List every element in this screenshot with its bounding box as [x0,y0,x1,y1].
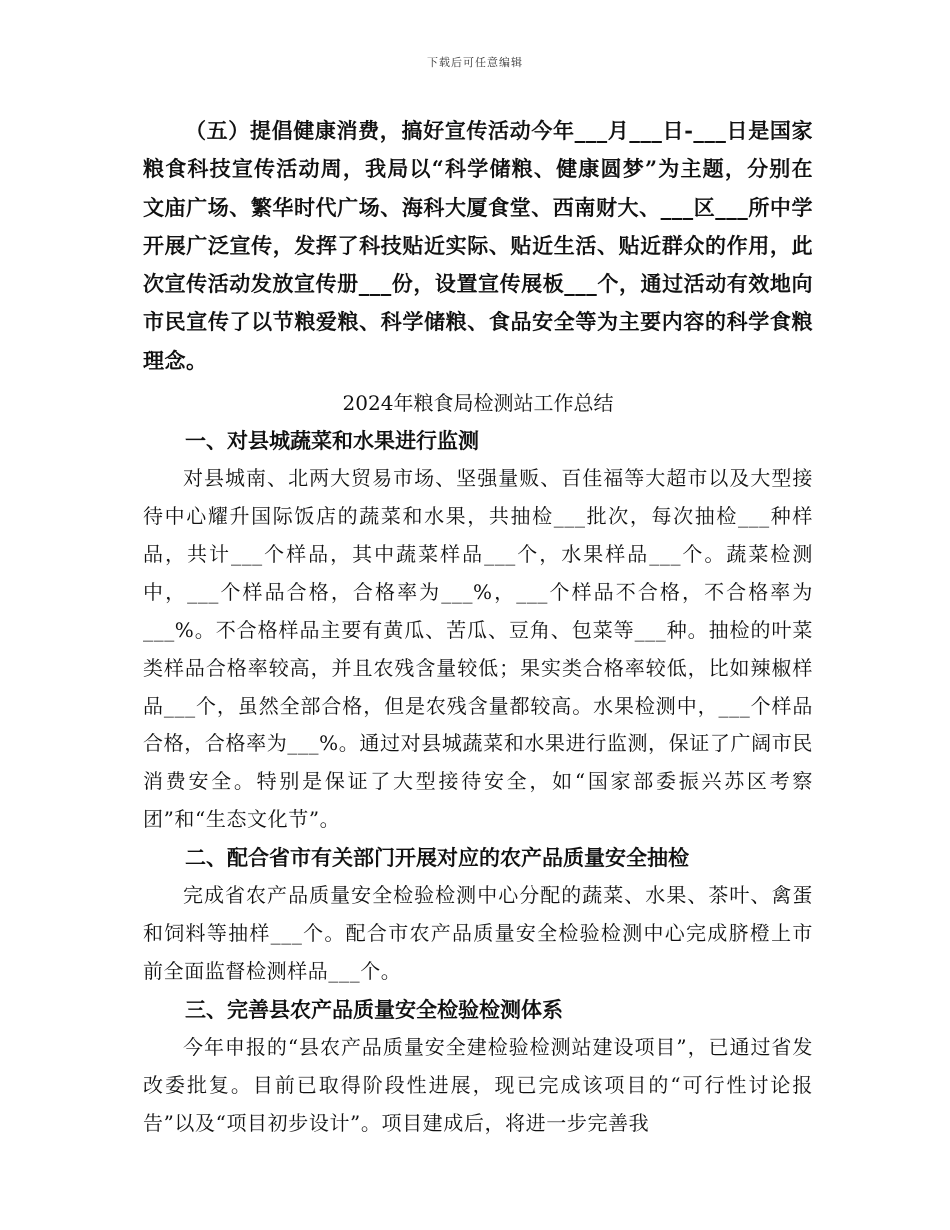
section-heading-3: 三、完善县农产品质量安全检验检测体系 [185,996,563,1022]
page-header-note: 下载后可任意编辑 [427,56,523,69]
section-heading-1: 一、对县城蔬菜和水果进行监测 [185,428,479,454]
intro-paragraph: （五）提倡健康消费，搞好宣传活动今年___月___日-___日是国家粮食科技宣传活动周，我局以“科学储粮、健康圆梦”为主题，分别在文庙广场、繁华时代广场、海科大厦食堂、西南财大、___区___所中学开展广泛宣传，发挥了科技贴近实际、贴近生活、贴近群众的作用，此次宣传活动发放宣传册___份，设置宣传展板___个，通过活动有效地向市民宣传了以节粮爱粮、科学储粮、食品安全等为主要内容的科学食粮理念。 [143,118,813,373]
section-body-1: 对县城南、北两大贸易市场、坚强量贩、百佳福等大超市以及大型接待中心耀升国际饭店的蔬菜和水果，共抽检___批次，每次抽检___种样品，共计___个样品，其中蔬菜样品___个，水果样品___个。蔬菜检测中，___个样品合格，合格率为___%，___个样品不合格，不合格率为___%。不合格样品主要有黄瓜、苦瓜、豆角、包菜等___种。抽检的叶菜类样品合格率较高，并且农残含量较低；果实类合格率较低，比如辣椒样品___个，虽然全部合格，但是农残含量都较高。水果检测中，___个样品合格，合格率为___%。通过对县城蔬菜和水果进行监测，保证了广阔市民消费安全。特别是保证了大型接待安全，如“国家部委振兴苏区考察团”和“生态文化节”。 [143,466,813,832]
document-title: 2024年粮食局检测站工作总结 [342,391,614,416]
section-body-2: 完成省农产品质量安全检验检测中心分配的蔬菜、水果、茶叶、禽蛋和饲料等抽样___个。配合市农产品质量安全检验检测中心完成脐橙上市前全面监督检测样品___个。 [143,883,813,983]
section-heading-2: 二、配合省市有关部门开展对应的农产品质量安全抽检 [185,845,689,871]
section-body-3: 今年申报的“县农产品质量安全建检验检测站建设项目”，已通过省发改委批复。目前已取得阶段性进展，现已完成该项目的“可行性讨论报告”以及“项目初步设计”。项目建成后，将进一步完善我 [143,1034,813,1135]
document-body [143,112,813,1143]
